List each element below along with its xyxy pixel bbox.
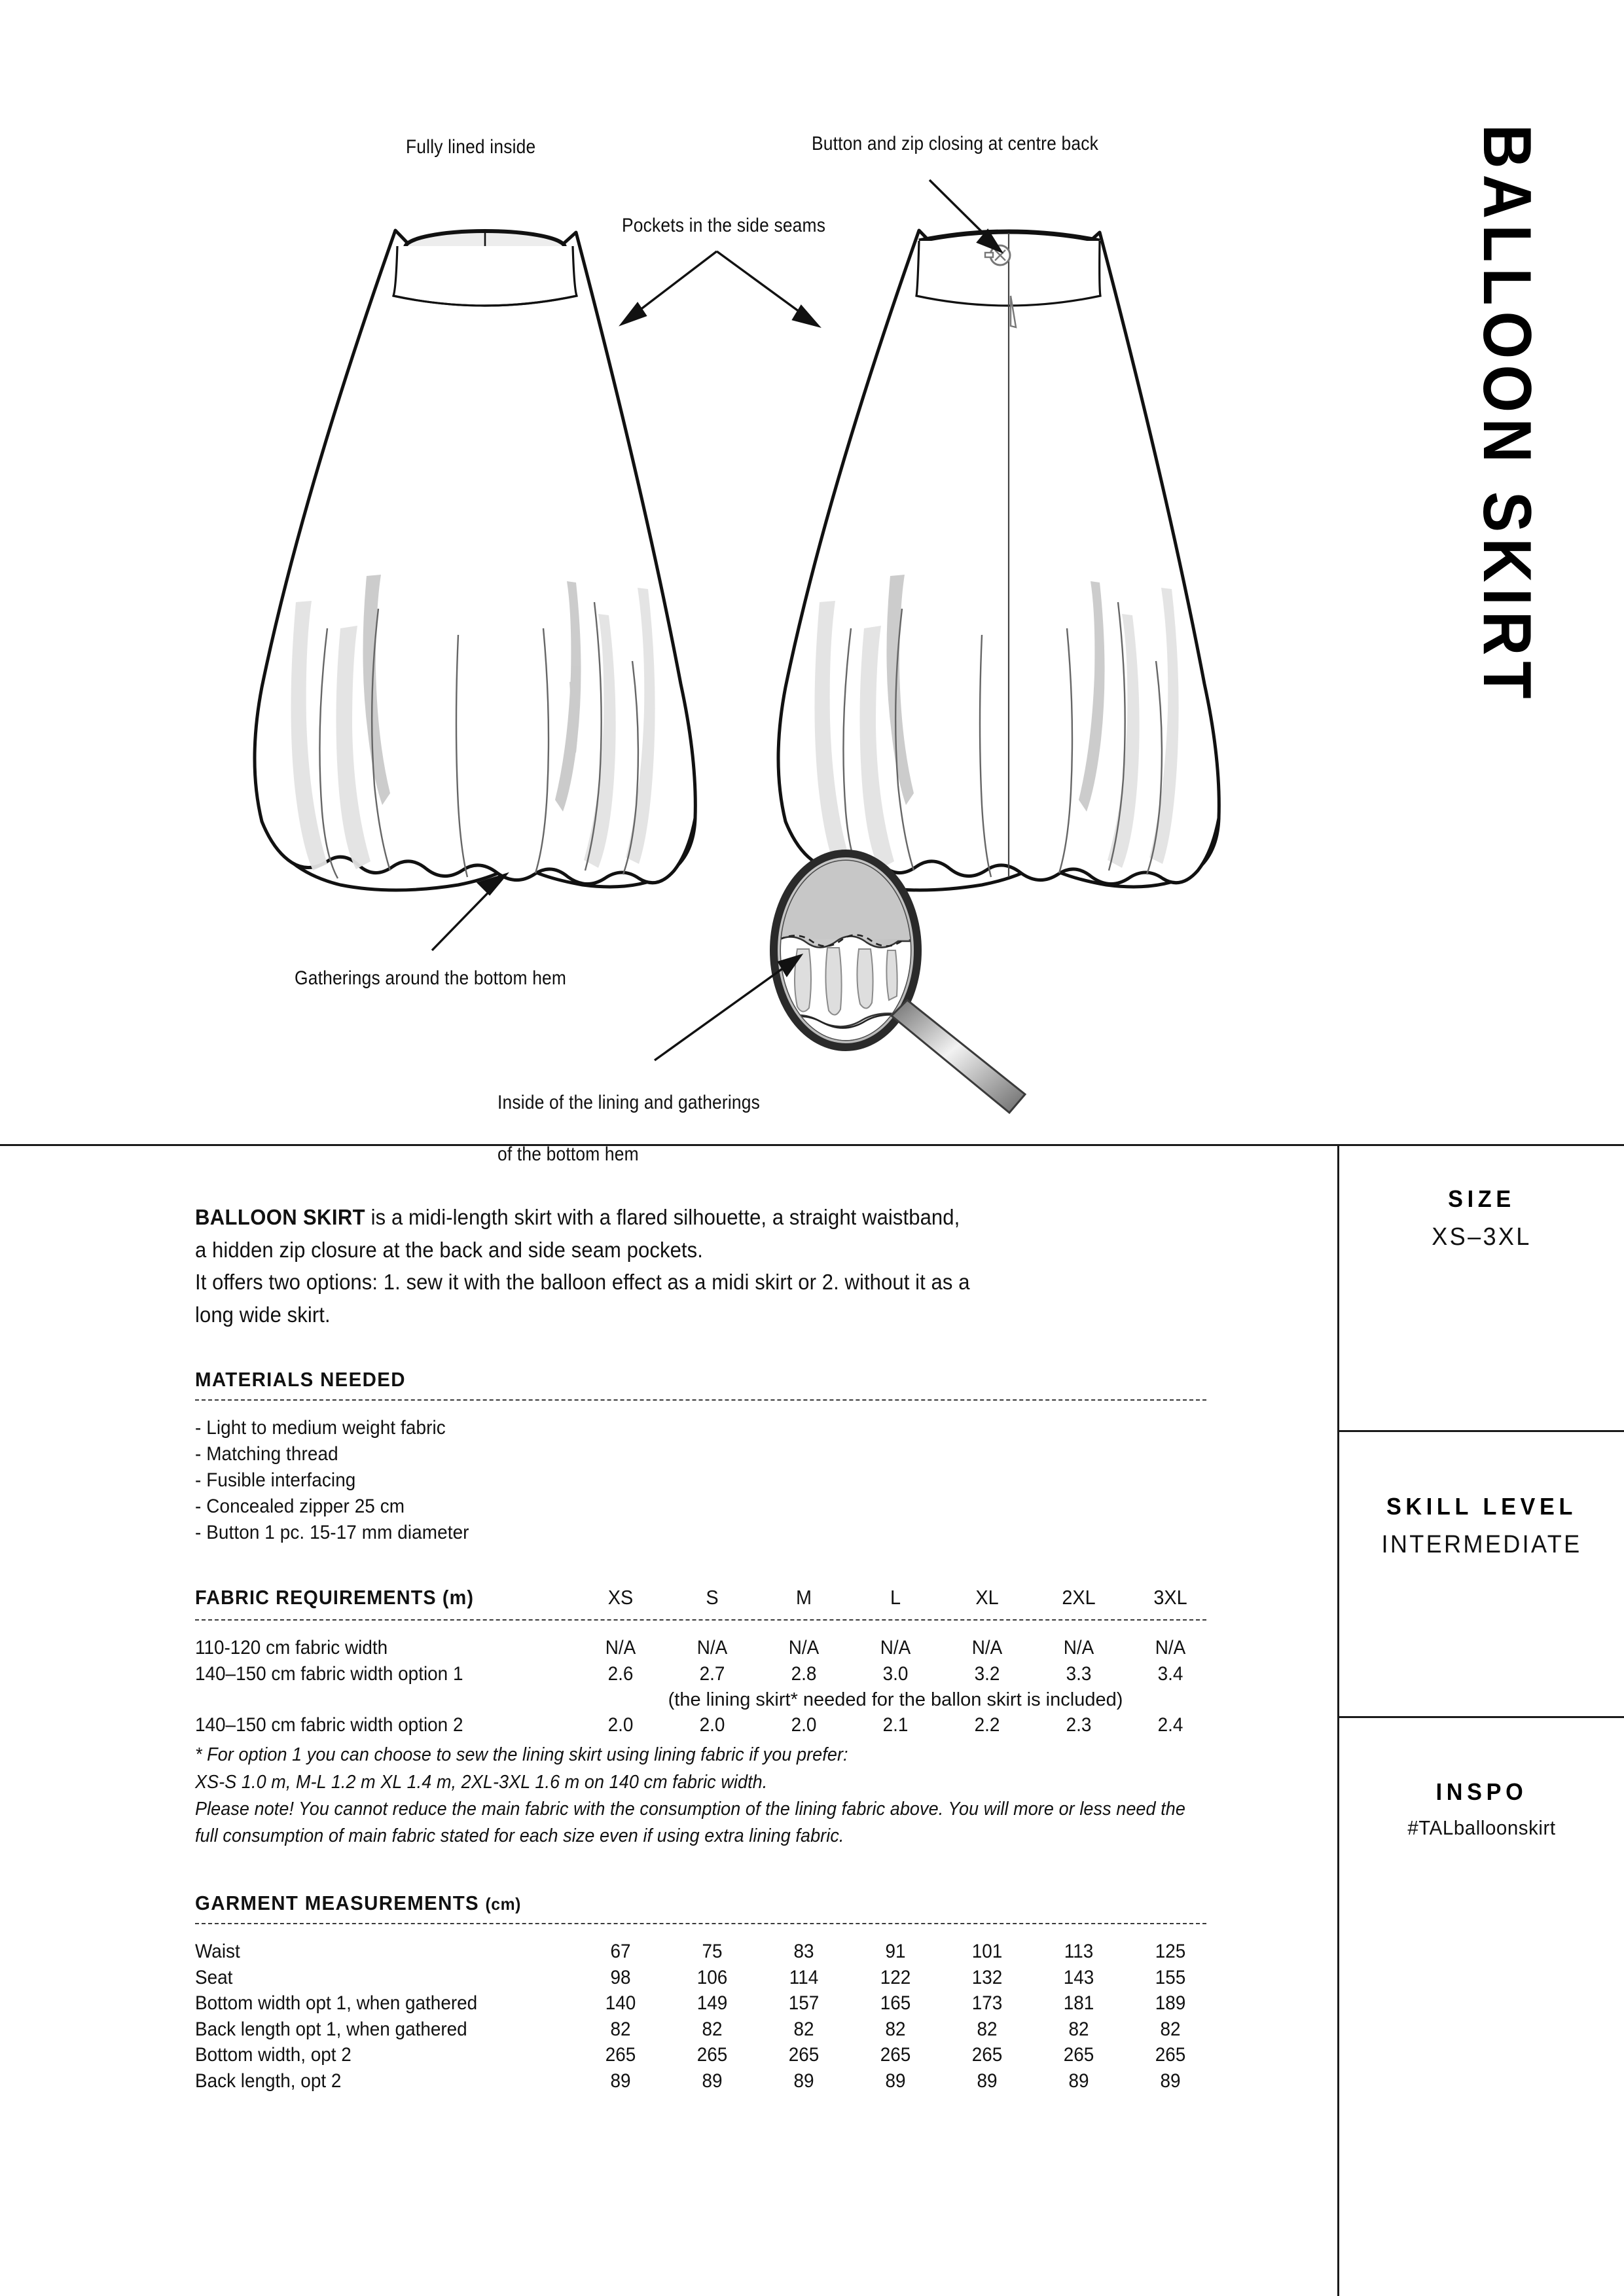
fabric-requirements-section: [195, 1585, 1242, 1850]
lining-included-note: (the lining skirt* needed for the ballon skirt is included): [668, 1689, 1123, 1710]
row-label: 140–150 cm fabric width option 1: [195, 1662, 463, 1685]
row-value: 89: [702, 2070, 723, 2092]
table-header-row: [195, 1585, 1216, 1611]
sidebar-divider: [1339, 1430, 1624, 1432]
row-value: 82: [885, 2018, 906, 2040]
info-sidebar: [1339, 1146, 1624, 2296]
sidebar-block-inspo: [1339, 1778, 1624, 1840]
row-value: 173: [971, 1992, 1003, 2015]
materials-list: [195, 1415, 1169, 1545]
size-header: XS: [607, 1586, 634, 1609]
row-value: 3.3: [1066, 1662, 1092, 1685]
row-value: 82: [977, 2018, 998, 2040]
row-value: 265: [1063, 2044, 1094, 2066]
annotation-inside-lining-line2: of the bottom hem: [497, 1143, 639, 1165]
row-value: 2.0: [791, 1713, 817, 1736]
list-item: - Concealed zipper 25 cm: [195, 1495, 405, 1517]
size-header: 2XL: [1062, 1586, 1096, 1609]
row-value: 89: [977, 2070, 998, 2092]
row-value: 89: [610, 2070, 631, 2092]
main-content: [195, 1201, 1242, 2094]
sidebar-block-size: [1339, 1185, 1624, 1251]
row-value: 2.4: [1157, 1713, 1183, 1736]
row-value: 82: [610, 2018, 631, 2040]
table-row: [195, 2042, 1216, 2068]
size-header: M: [795, 1586, 812, 1609]
row-value: 140: [605, 1992, 636, 2015]
table-row: [195, 1661, 1216, 1687]
row-value: 114: [789, 1966, 819, 1988]
footnote-line: Please note! You cannot reduce the main fabric with the consumption of the lining fabric above. You will more or less need the full consumption of main fabric stated for each size even if using extra lining fabric.: [195, 1798, 1185, 1846]
row-value: 165: [880, 1992, 911, 2015]
garment-measurements-unit: (cm): [485, 1894, 521, 1914]
fabric-requirements-heading-text: FABRIC REQUIREMENTS: [195, 1586, 437, 1609]
footnote-line: * For option 1 you can choose to sew the lining skirt using lining fabric if you prefer:: [195, 1744, 848, 1766]
size-title: SIZE: [1448, 1185, 1515, 1212]
row-value: N/A: [880, 1637, 911, 1659]
row-value: 265: [1155, 2044, 1186, 2066]
row-value: 125: [1155, 1941, 1186, 1963]
row-value: 265: [605, 2044, 636, 2066]
page-title: BALLOON SKIRT: [1469, 124, 1545, 705]
garment-measurements-section: [195, 1892, 1242, 2094]
row-value: 2.3: [1066, 1713, 1092, 1736]
row-value: 89: [885, 2070, 906, 2092]
sidebar-block-skill-level: [1339, 1493, 1624, 1559]
garment-measurements-heading: [195, 1892, 1190, 1915]
table-row: [195, 1990, 1216, 2017]
intro-line2: a hidden zip closure at the back and side seam pockets.: [195, 1237, 703, 1262]
row-value: 155: [1155, 1966, 1186, 1988]
materials-rule: [195, 1399, 1206, 1401]
fabric-requirements-table: [195, 1585, 1216, 1611]
skirt-front-view: [255, 230, 695, 890]
table-row: [195, 1965, 1216, 1991]
row-value: N/A: [788, 1637, 820, 1659]
row-value: 132: [971, 1966, 1003, 1988]
size-header: 3XL: [1153, 1586, 1187, 1609]
row-value: N/A: [605, 1637, 636, 1659]
row-value: 89: [1160, 2070, 1181, 2092]
row-value: 265: [788, 2044, 820, 2066]
table-row: [195, 2068, 1216, 2094]
annotation-gatherings: Gatherings around the bottom hem: [295, 967, 567, 989]
row-label: Waist: [195, 1941, 240, 1963]
list-item: - Button 1 pc. 15-17 mm diameter: [195, 1521, 469, 1543]
row-value: 67: [610, 1941, 631, 1963]
list-item: - Light to medium weight fabric: [195, 1417, 446, 1439]
row-value: 101: [971, 1941, 1003, 1963]
row-value: 265: [880, 2044, 911, 2066]
skirt-back-view: [778, 230, 1219, 890]
materials-heading: MATERIALS NEEDED: [195, 1368, 406, 1391]
row-value: N/A: [1155, 1637, 1186, 1659]
inspo-title: INSPO: [1435, 1778, 1528, 1805]
row-value: 265: [971, 2044, 1003, 2066]
table-row: [195, 1939, 1216, 1965]
intro-line4: long wide skirt.: [195, 1302, 331, 1327]
skirt-technical-drawing: [0, 0, 1624, 1144]
row-label: Back length, opt 2: [195, 2070, 342, 2092]
row-label: 110-120 cm fabric width: [195, 1637, 388, 1659]
annotation-button-zip: Button and zip closing at centre back: [812, 133, 1098, 154]
sidebar-divider: [1339, 1716, 1624, 1718]
inspo-hashtag: #TALballoonskirt: [1407, 1816, 1556, 1839]
row-value: 122: [880, 1966, 911, 1988]
intro-paragraph: [195, 1201, 1216, 1331]
fabric-requirements-heading: [195, 1585, 548, 1611]
row-value: 113: [1064, 1941, 1094, 1963]
row-value: 98: [610, 1966, 631, 1988]
row-value: 2.7: [699, 1662, 725, 1685]
row-value: 3.2: [974, 1662, 1000, 1685]
size-header: XL: [975, 1586, 999, 1609]
row-label: Back length opt 1, when gathered: [195, 2018, 467, 2040]
row-value: 2.0: [607, 1713, 634, 1736]
row-label: Bottom width opt 1, when gathered: [195, 1992, 478, 2015]
row-value: 82: [1068, 2018, 1089, 2040]
size-header: L: [890, 1586, 901, 1609]
intro-lead: BALLOON SKIRT: [195, 1205, 365, 1229]
table-row: [195, 1712, 1216, 1738]
row-value: 189: [1155, 1992, 1186, 2015]
skill-level-title: SKILL LEVEL: [1386, 1493, 1578, 1520]
magnifier-detail: [772, 853, 1025, 1113]
row-value: 2.6: [607, 1662, 634, 1685]
row-value: 2.8: [791, 1662, 817, 1685]
row-value: 265: [696, 2044, 728, 2066]
skill-level-value: INTERMEDIATE: [1381, 1531, 1582, 1558]
annotation-fully-lined: Fully lined inside: [406, 136, 536, 158]
row-value: 75: [702, 1941, 723, 1963]
row-value: 89: [1068, 2070, 1089, 2092]
footnote-line: XS-S 1.0 m, M-L 1.2 m XL 1.4 m, 2XL-3XL 1.6 m on 140 cm fabric width.: [195, 1771, 768, 1793]
intro-rest-line1: is a midi-length skirt with a flared silhouette, a straight waistband,: [365, 1205, 960, 1229]
row-value: 157: [788, 1992, 820, 2015]
row-value: 106: [696, 1966, 728, 1988]
row-label: 140–150 cm fabric width option 2: [195, 1713, 463, 1736]
annotation-inside-lining-line1: Inside of the lining and gatherings: [497, 1091, 761, 1113]
annotation-pockets: Pockets in the side seams: [622, 215, 826, 236]
row-label: Seat: [195, 1966, 233, 1988]
row-value: 82: [702, 2018, 723, 2040]
row-value: 143: [1063, 1966, 1094, 1988]
row-label: Bottom width, opt 2: [195, 2044, 352, 2066]
list-item: - Fusible interfacing: [195, 1469, 356, 1491]
garment-measurements-heading-text: GARMENT MEASUREMENTS: [195, 1892, 480, 1915]
fabric-requirements-body: [195, 1635, 1216, 1738]
row-value: 181: [1063, 1992, 1094, 2015]
row-value: 82: [793, 2018, 814, 2040]
garment-measurements-table: [195, 1939, 1216, 2094]
row-value: 83: [793, 1941, 814, 1963]
table-row: [195, 2017, 1216, 2043]
row-value: 149: [696, 1992, 728, 2015]
row-value: N/A: [1063, 1637, 1094, 1659]
row-value: 82: [1160, 2018, 1181, 2040]
size-header: S: [706, 1586, 719, 1609]
spacer-cell: [195, 1687, 548, 1712]
size-value: XS–3XL: [1432, 1223, 1532, 1251]
row-value: 3.4: [1157, 1662, 1183, 1685]
fabric-footnotes: [195, 1742, 1212, 1850]
row-value: 91: [885, 1941, 906, 1963]
row-value: 2.0: [699, 1713, 725, 1736]
annotation-inside-lining: [478, 1064, 760, 1193]
table-row: [195, 1635, 1216, 1661]
intro-line3: It offers two options: 1. sew it with the balloon effect as a midi skirt or 2. without it as a: [195, 1270, 970, 1294]
row-value: 89: [793, 2070, 814, 2092]
row-value: 3.0: [882, 1662, 909, 1685]
row-value: N/A: [971, 1637, 1003, 1659]
table-note-row: [195, 1687, 1216, 1712]
row-value: 2.2: [974, 1713, 1000, 1736]
list-item: - Matching thread: [195, 1443, 338, 1465]
row-value: N/A: [696, 1637, 728, 1659]
row-value: 2.1: [882, 1713, 909, 1736]
fabric-requirements-unit: (m): [442, 1586, 475, 1609]
